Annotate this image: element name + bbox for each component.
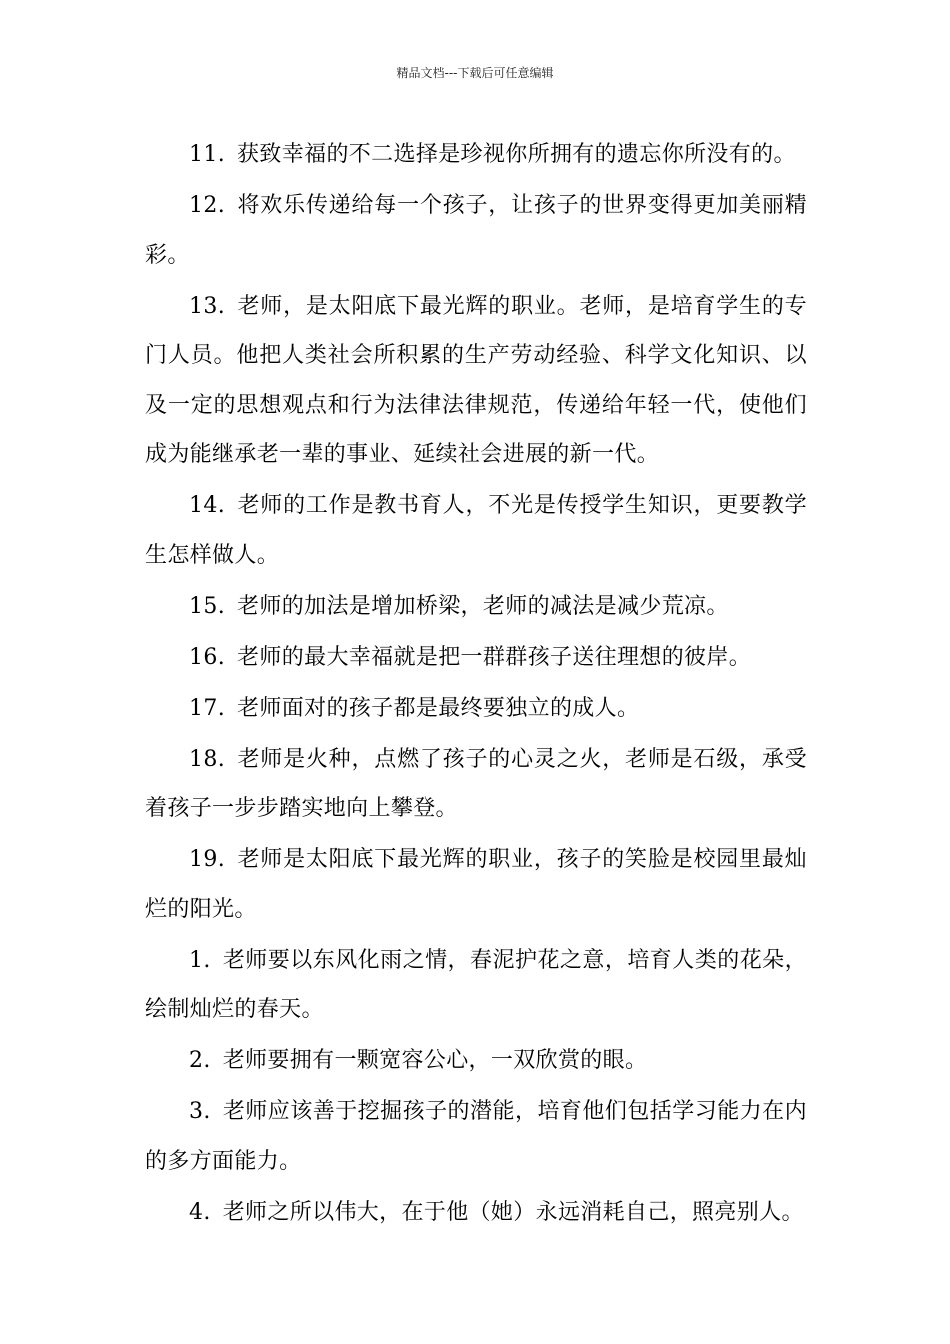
paragraph-number: 12. [189,193,226,218]
page-header: 精品文档---下载后可任意编辑 [396,66,554,80]
paragraph-text: 老师的工作是教书育人，不光是传授学生知识，更要教学生怎样做人。 [145,493,807,568]
paragraph-text: 老师是火种，点燃了孩子的心灵之火，老师是石级，承受着孩子一步步踏实地向上攀登。 [145,746,807,821]
paragraph-2 [145,1036,807,1086]
paragraph-number: 14. [189,493,226,518]
paragraph-text: 老师面对的孩子都是最终要独立的成人。 [237,695,640,721]
paragraph-text: 老师是太阳底下最光辉的职业，孩子的笑脸是校园里最灿烂的阳光。 [145,847,807,922]
paragraph-text: 老师应该善于挖掘孩子的潜能，培育他们包括学习能力在内的多方面能力。 [145,1099,807,1174]
paragraph-number: 1. [189,947,211,973]
paragraph-17 [145,684,807,734]
paragraph-number: 15. [189,593,226,619]
paragraph-number: 16. [189,644,226,670]
paragraph-number: 3. [189,1099,211,1124]
paragraph-text: 获致幸福的不二选择是珍视你所拥有的遗忘你所没有的。 [237,142,796,167]
paragraph-text: 将欢乐传递给每一个孩子，让孩子的世界变得更加美丽精彩。 [145,193,807,268]
paragraph-number: 11. [189,142,226,167]
paragraph-18 [145,735,807,834]
paragraph-11 [145,130,807,180]
paragraph-number: 2. [189,1048,211,1073]
paragraph-1 [145,936,807,1035]
paragraph-number: 19. [189,847,226,872]
paragraph-4 [145,1188,807,1238]
paragraph-text: 老师的加法是增加桥梁，老师的减法是减少荒凉。 [237,593,729,619]
paragraph-3 [145,1087,807,1186]
paragraph-number: 4. [189,1199,211,1225]
paragraph-19 [145,835,807,934]
paragraph-text: 老师要以东风化雨之情，春泥护花之意，培育人类的花朵，绘制灿烂的春天。 [145,947,807,1022]
paragraph-15 [145,582,807,632]
paragraph-text: 老师的最大幸福就是把一群群孩子送往理想的彼岸。 [237,644,752,670]
paragraph-12 [145,181,807,280]
paragraph-14 [145,481,807,580]
paragraph-number: 17. [189,695,226,721]
paragraph-text: 老师之所以伟大，在于他（她）永远消耗自己，照亮别人。 [222,1199,804,1225]
paragraph-text: 老师，是太阳底下最光辉的职业。老师，是培育学生的专门人员。他把人类社会所积累的生产劳动经验、科学文化知识、以及一定的思想观点和行为法律法律规范，传递给年轻一代，使他们成为能继承老一辈的事业、延续社会进展的新一代。 [145,293,807,467]
paragraph-number: 13. [189,293,226,319]
paragraph-16 [145,633,807,683]
document-body [145,130,807,1239]
paragraph-13 [145,282,807,480]
paragraph-text: 老师要拥有一颗宽容公心，一双欣赏的眼。 [222,1048,648,1073]
paragraph-number: 18. [189,746,226,772]
